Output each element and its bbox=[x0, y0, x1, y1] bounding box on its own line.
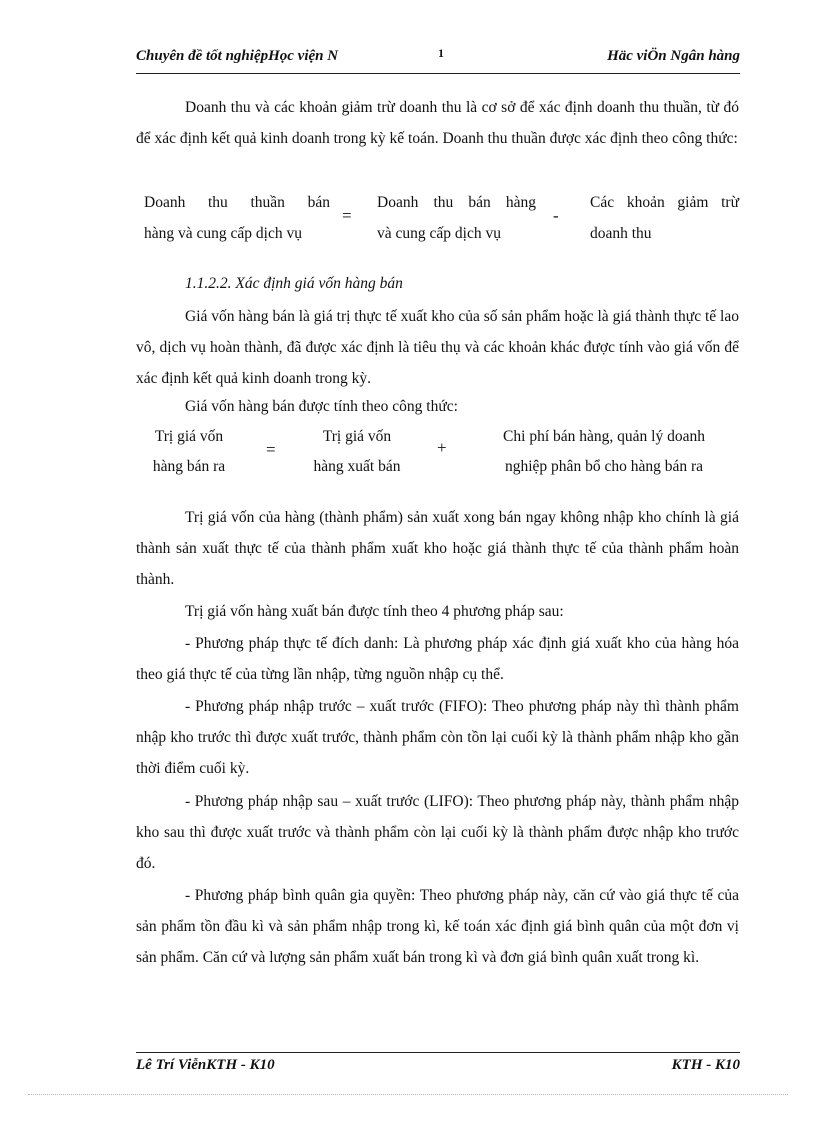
header-right-title: Häc viÖn Ngân hàng bbox=[607, 48, 740, 64]
formula2-right-line1: Chi phí bán hàng, quản lý doanh bbox=[503, 428, 705, 445]
footer-rule bbox=[136, 1052, 740, 1053]
formula1-left-line1: Doanh thu thuần bán bbox=[144, 194, 330, 211]
footer-author: Lê Trí ViễnKTH - K10 bbox=[136, 1057, 275, 1073]
formula2-mid-line1: Trị giá vốn bbox=[322, 428, 392, 445]
paragraph-direct-sale-cost: Trị giá vốn của hàng (thành phẩm) sản xuất xong bán ngay không nhập kho chính là giá thành sản xuất thực tế của thành phẩm xuất kho hoặc giá thành thực tế của thành phẩm hoàn thành. bbox=[136, 509, 739, 588]
header-left-title: Chuyên đề tốt nghiệpHọc viện N bbox=[136, 48, 339, 64]
page-footer bbox=[136, 1057, 740, 1079]
paragraph-cogs-formula-intro: Giá vốn hàng bán được tính theo công thức: bbox=[185, 398, 458, 415]
section-heading: 1.1.2.2. Xác định giá vốn hàng bán bbox=[185, 275, 403, 292]
paragraph-method-specific-id: - Phương pháp thực tế đích danh: Là phương pháp xác định giá xuất kho của hàng hóa theo giá thực tế của từng lần nhập, từng nguồn nhập cụ thể. bbox=[136, 635, 739, 683]
paragraph-method-lifo: - Phương pháp nhập sau – xuất trước (LIFO): Theo phương pháp này, thành phẩm nhập kho sau thì được xuất trước và thành phẩm còn lại cuối kỳ là thành phẩm được nhập kho trước đó. bbox=[136, 793, 739, 872]
footer-class: KTH - K10 bbox=[671, 1057, 740, 1073]
paragraph-methods-intro: Trị giá vốn hàng xuất bán được tính theo 4 phương pháp sau: bbox=[185, 603, 564, 620]
paragraph-method-fifo: - Phương pháp nhập trước – xuất trước (FIFO): Theo phương pháp này thì thành phẩm nhập kho trước thì được xuất trước, thành phẩm còn tồn lại cuối kỳ là thành phẩm nhập kho gần thời điểm cuối kỳ. bbox=[136, 698, 739, 777]
formula1-minus: - bbox=[553, 206, 559, 225]
page-bottom-dotted-line bbox=[28, 1094, 788, 1095]
formula2-left-line1: Trị giá vốn bbox=[154, 428, 224, 445]
formula1-mid-line2: và cung cấp dịch vụ bbox=[377, 225, 501, 242]
page-number: 1 bbox=[438, 46, 444, 60]
formula2-right-line2: nghiệp phân bổ cho hàng bán ra bbox=[505, 458, 703, 475]
page-header bbox=[136, 48, 740, 70]
formula1-right-line2: doanh thu bbox=[590, 225, 652, 242]
formula1-right-line1: Các khoản giảm trừ bbox=[590, 194, 739, 211]
formula2-mid-line2: hàng xuất bán bbox=[313, 458, 401, 475]
formula1-equals: = bbox=[342, 206, 352, 225]
paragraph-revenue-intro: Doanh thu và các khoản giảm trừ doanh thu là cơ sở để xác định doanh thu thuần, từ đó để xác định kết quả kinh doanh trong kỳ kế toán. Doanh thu thuần được xác định theo công thức: bbox=[136, 99, 739, 147]
formula2-left-line2: hàng bán ra bbox=[152, 458, 226, 475]
header-rule bbox=[136, 73, 740, 74]
formula2-plus: + bbox=[437, 438, 447, 457]
formula1-left-line2: hàng và cung cấp dịch vụ bbox=[144, 225, 302, 242]
paragraph-cogs-definition: Giá vốn hàng bán là giá trị thực tế xuất kho của số sản phẩm hoặc là giá thành thực tế lao vô, dịch vụ hoàn thành, đã được xác định là tiêu thụ và các khoản khác được tính vào giá vốn để xác định kết quả kinh doanh trong kỳ. bbox=[136, 308, 739, 387]
paragraph-method-weighted-average: - Phương pháp bình quân gia quyền: Theo phương pháp này, căn cứ vào giá thực tế của sản phẩm tồn đầu kì và sản phẩm nhập trong kì, kế toán xác định giá bình quân của một đơn vị sản phẩm. Căn cứ và lượng sản phẩm xuất bán trong kì và đơn giá bình quân xuất trong kì. bbox=[136, 887, 739, 966]
formula2-equals: = bbox=[266, 440, 276, 459]
formula1-mid-line1: Doanh thu bán hàng bbox=[377, 194, 536, 211]
